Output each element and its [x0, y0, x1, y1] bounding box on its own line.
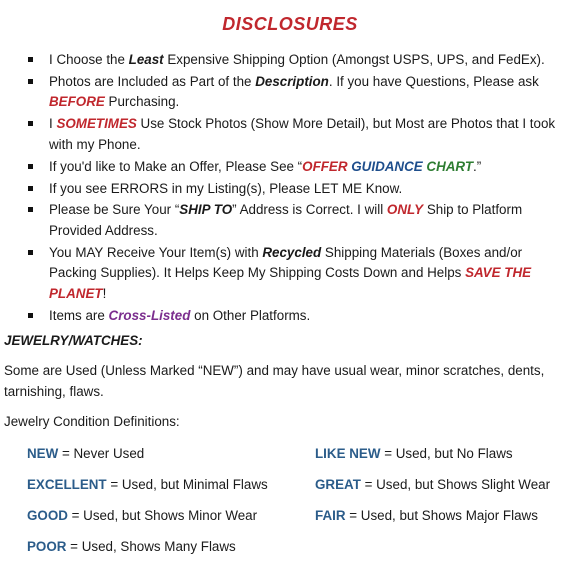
- condition-fair: [315, 508, 538, 523]
- jewelry-paragraph: Some are Used (Unless Marked “NEW”) and may have usual wear, minor scratches, dents, tarnishing, flaws.: [4, 363, 545, 399]
- condition-term: LIKE NEW: [315, 446, 381, 461]
- disclosure-text: I Choose the: [49, 52, 129, 67]
- disclosure-text: !: [102, 285, 107, 301]
- condition-definitions-label: Jewelry Condition Definitions:: [4, 414, 180, 429]
- disclosure-text: Items are: [49, 307, 109, 323]
- disclosure-text: SOMETIMES: [56, 116, 137, 132]
- disclosure-text: Recycled: [262, 244, 322, 260]
- disclosure-item: [22, 306, 570, 327]
- disclosure-text: . If you have Questions, Please ask: [328, 73, 539, 89]
- disclosure-item: [22, 200, 570, 241]
- condition-term: GOOD: [27, 508, 68, 523]
- disclosure-item: [22, 179, 570, 200]
- condition-desc: = Used, but Shows Major Flaws: [345, 508, 538, 523]
- condition-desc: = Used, but Minimal Flaws: [106, 477, 268, 492]
- bullet-icon: [28, 164, 33, 169]
- condition-great: [315, 477, 550, 492]
- condition-desc: = Used, but Shows Slight Wear: [360, 477, 551, 492]
- condition-term: POOR: [27, 539, 67, 554]
- condition-term: NEW: [27, 446, 59, 461]
- disclosure-text: Least: [128, 52, 164, 67]
- condition-desc: = Used, but No Flaws: [380, 446, 513, 461]
- disclosure-text: Expensive Shipping Option (Amongst USPS, UPS, and FedEx).: [163, 52, 545, 67]
- disclosure-text: GUIDANCE: [351, 158, 423, 174]
- disclosure-item: [22, 114, 570, 155]
- page-title: DISCLOSURES: [222, 14, 358, 34]
- condition-term: EXCELLENT: [27, 477, 107, 492]
- condition-like-new: [315, 446, 513, 461]
- disclosure-text: Ship to Platform Provided Address.: [49, 202, 523, 238]
- disclosure-text: If you see ERRORS in my Listing(s), Please LET ME Know.: [49, 180, 403, 196]
- condition-desc: = Used, but Shows Minor Wear: [67, 508, 258, 523]
- condition-term: GREAT: [315, 477, 361, 492]
- condition-desc: = Never Used: [58, 446, 145, 461]
- bullet-icon: [28, 57, 33, 62]
- bullet-icon: [28, 121, 33, 126]
- disclosure-text: SAVE THE PLANET: [49, 265, 532, 301]
- condition-poor: [27, 539, 236, 554]
- disclosure-text: Shipping Materials (Boxes and/or Packing Supplies). It Helps Keep My Shipping Costs Down and Helps: [49, 244, 523, 281]
- disclosure-text: Photos are Included as Part of the: [49, 73, 256, 89]
- disclosure-text: ” Address is Correct. I will: [232, 202, 387, 218]
- disclosure-text: Please be Sure Your “: [49, 202, 180, 218]
- disclosure-text: You MAY Receive Your Item(s) with: [49, 244, 263, 260]
- condition-term: FAIR: [315, 508, 346, 523]
- disclosure-text: SHIP TO: [179, 202, 233, 218]
- disclosure-text: OFFER: [302, 158, 352, 174]
- bullet-icon: [28, 207, 33, 212]
- bullet-icon: [28, 250, 33, 255]
- disclosure-text: CHART: [426, 158, 474, 174]
- disclosure-item: [22, 243, 570, 305]
- disclosure-text: If you'd like to Make an Offer, Please See “: [49, 158, 303, 174]
- jewelry-heading: JEWELRY/WATCHES:: [4, 333, 143, 348]
- disclosure-text: Cross-Listed: [108, 307, 191, 323]
- disclosure-text: on Other Platforms.: [190, 307, 311, 323]
- disclosures-list: [22, 50, 570, 328]
- disclosure-text: BEFORE: [49, 94, 105, 110]
- bullet-icon: [28, 186, 33, 191]
- disclosure-text: ONLY: [386, 202, 424, 218]
- disclosure-text: Purchasing.: [104, 94, 180, 110]
- bullet-icon: [28, 313, 33, 318]
- disclosure-text: .”: [473, 158, 482, 174]
- bullet-icon: [28, 79, 33, 84]
- condition-desc: = Used, Shows Many Flaws: [66, 539, 236, 554]
- condition-excellent: [27, 477, 268, 492]
- condition-good: [27, 508, 257, 523]
- disclosure-text: Description: [255, 73, 329, 89]
- disclosure-text: Use Stock Photos (Show More Detail), but Most are Photos that I took with my Phone.: [49, 116, 556, 152]
- disclosure-text: I: [49, 116, 57, 132]
- condition-new: [27, 446, 144, 461]
- disclosure-item: [22, 157, 570, 178]
- disclosure-item: [22, 72, 570, 113]
- disclosure-item: [22, 50, 570, 71]
